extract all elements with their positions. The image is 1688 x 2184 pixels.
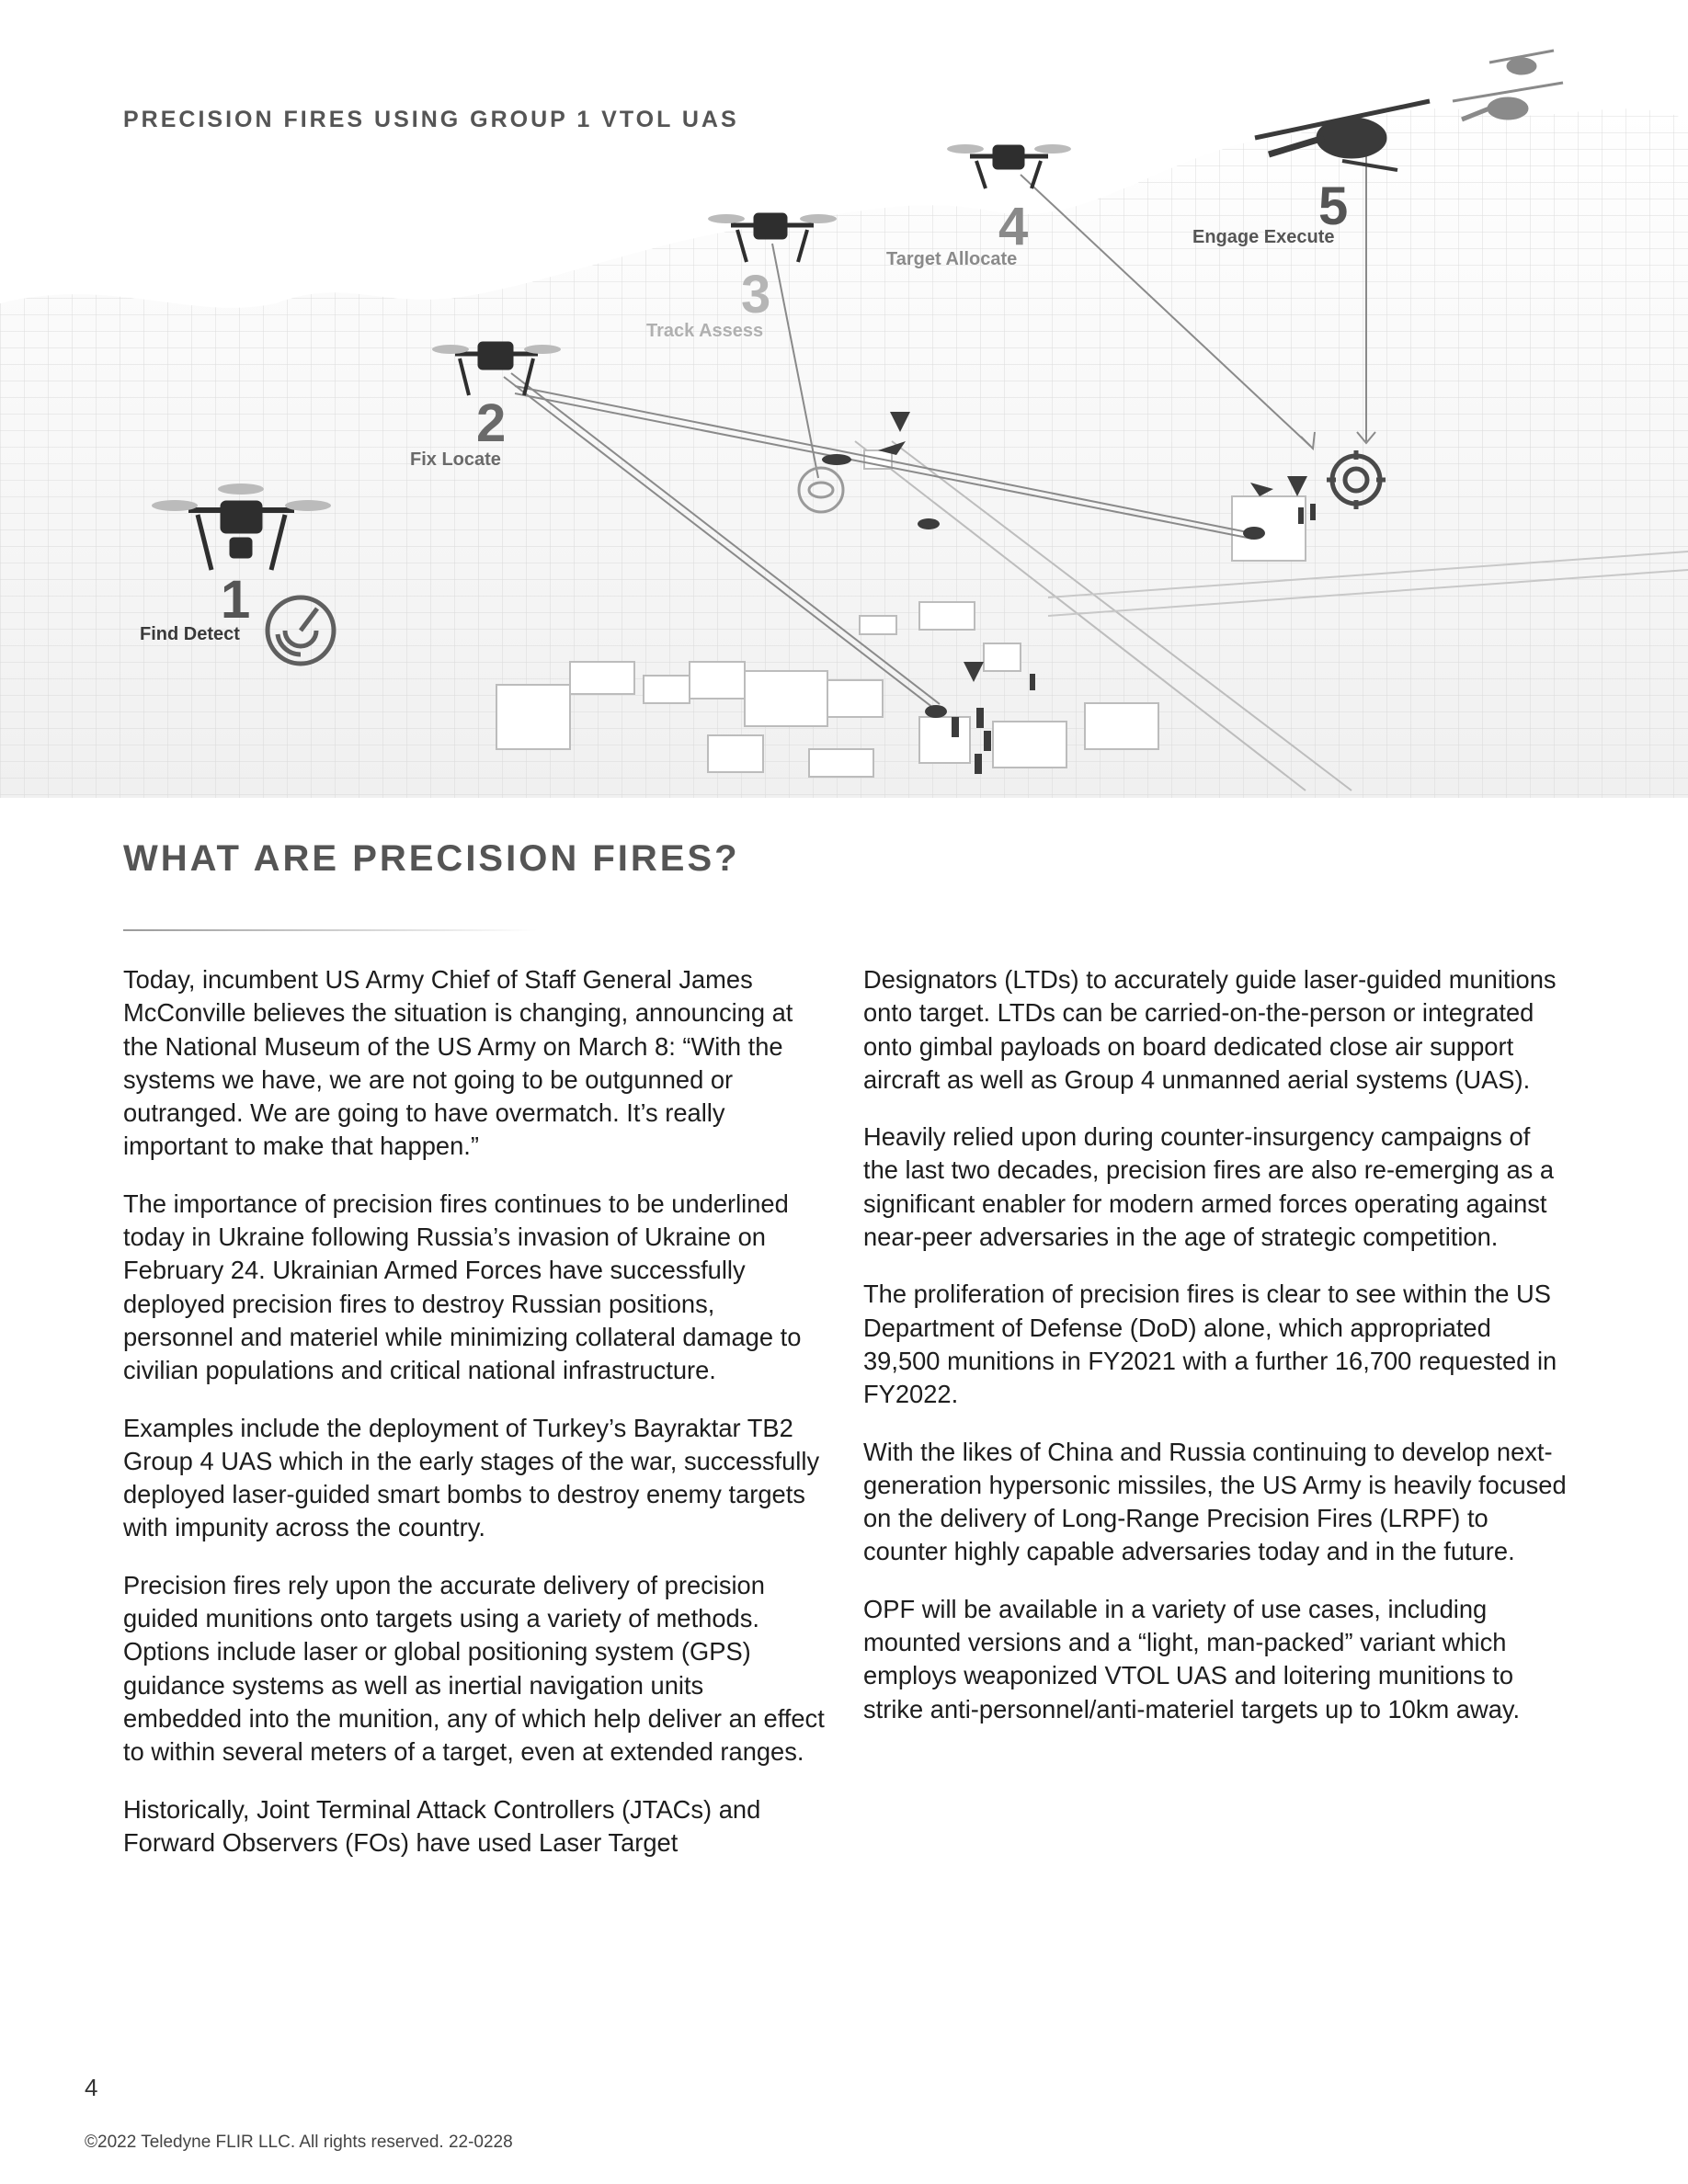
right-column <box>863 963 1568 1750</box>
paragraph: Designators (LTDs) to accurately guide laser-guided munitions onto target. LTDs can be carried-on-the-person or integrated onto gimbal payloads on board dedicated close air support aircraft as well as Group 4 unmanned aerial systems (UAS). <box>863 965 1557 1094</box>
step-label-5: Engage Execute <box>1192 227 1335 247</box>
step-number-5: 5 <box>1318 176 1349 236</box>
paragraph: OPF will be available in a variety of use cases, including mounted versions and a “light, man-packed” variant which employs weaponized VTOL UAS and loitering munitions to strike anti-personnel/anti-materiel targets up to 10km away. <box>863 1594 1521 1723</box>
step-label-4: Target Allocate <box>886 249 1018 269</box>
step-number-1: 1 <box>221 570 251 630</box>
step-number-2: 2 <box>476 393 507 453</box>
diagram-title: PRECISION FIRES USING GROUP 1 VTOL UAS <box>123 107 739 132</box>
section-heading: WHAT ARE PRECISION FIRES? <box>123 838 740 879</box>
step-number-3: 3 <box>741 265 771 324</box>
paragraph: Examples include the deployment of Turkey’s Bayraktar TB2 Group 4 UAS which in the early stages of the war, successfully deployed laser-guided smart bombs to destroy enemy targets with impunity across the country. <box>123 1413 820 1542</box>
hero-diagram <box>0 0 1688 798</box>
paragraph: Precision fires rely upon the accurate delivery of precision guided munitions onto targets using a variety of methods. Options include laser or global positioning system (GPS) guidance systems as well as inertial navigation units embedded into the munition, any of which help deliver an effect to within several meters of a target, even at extended ranges. <box>123 1570 825 1767</box>
step-label-3: Track Assess <box>646 321 764 341</box>
heading-divider <box>123 929 537 931</box>
paragraph: Heavily relied upon during counter-insurgency campaigns of the last two decades, precision fires are also re-emerging as a significant enabler for modern armed forces operating against near-peer adversaries in the age of strategic competition. <box>863 1122 1555 1252</box>
step-label-1: Find Detect <box>140 624 240 644</box>
page-number: 4 <box>85 2074 98 2101</box>
paragraph: Historically, Joint Terminal Attack Controllers (JTACs) and Forward Observers (FOs) have used Laser Target <box>123 1794 761 1857</box>
paragraph: The proliferation of precision fires is clear to see within the US Department of Defense (DoD) alone, which appropriated 39,500 munitions in FY2021 with a further 16,700 requested in FY2022. <box>863 1280 1557 1409</box>
paragraph: With the likes of China and Russia continuing to develop next-generation hypersonic missiles, the US Army is heavily focused on the delivery of Long-Range Precision Fires (LRPF) to counter highly capable adversaries today and in the future. <box>863 1437 1567 1566</box>
step-number-4: 4 <box>998 197 1029 256</box>
copyright-notice: ©2022 Teledyne FLIR LLC. All rights reserved. 22-0228 <box>85 2133 513 2152</box>
paragraph: Today, incumbent US Army Chief of Staff General James McConville believes the situation is changing, announcing at the National Museum of the US Army on March 8: “With the systems we have, we are not going to be outgunned or outranged. We are going to have overmatch. It’s really important to make that happen.” <box>123 965 793 1161</box>
step-label-2: Fix Locate <box>410 449 501 470</box>
paragraph: The importance of precision fires continues to be underlined today in Ukraine following Russia’s invasion of Ukraine on February 24. Ukrainian Armed Forces have successfully deployed precision fires to destroy Russian positions, personnel and materiel while minimizing collateral damage to civilian populations and critical national infrastructure. <box>123 1189 802 1385</box>
left-column <box>123 963 827 1883</box>
